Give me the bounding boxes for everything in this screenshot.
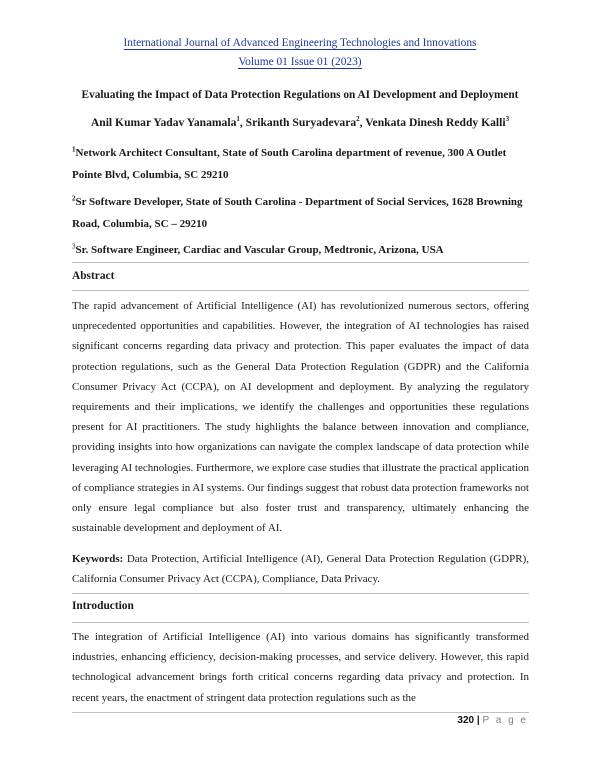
affiliation-superscript: 1 [72,145,76,154]
author-name: Anil Kumar Yadav Yanamala [90,116,237,129]
divider [72,290,529,291]
keywords-text: Data Protection, Artificial Intelligence (AI), General Data Protection Regulation (GDPR), California Consumer Privacy Act (CCPA), Compliance, Data Privacy. [72,553,529,586]
author-name: Venkata Dinesh Reddy Kalli [365,116,506,129]
introduction-heading: Introduction [72,600,134,612]
affiliation-superscript: 3 [72,242,76,251]
page-separator: | [476,715,480,726]
journal-name[interactable]: International Journal of Advanced Engineering Technologies and Innovations [123,37,477,49]
journal-header [0,37,600,49]
abstract-text: The rapid advancement of Artificial Intelligence (AI) has revolutionized numerous sectors, offering unprecedented opportunities and capabilities. However, the integration of AI technologies has raised significant concerns regarding data privacy and protection. This paper evaluates the impact of data protection regulations, such as the General Data Protection Regulation (GDPR) and the California Consumer Privacy Act (CCPA), on AI development and deployment. By analyzing the regulatory requirements and their implications, we identify the challenges and opportunities these regulations present for AI practitioners. The study highlights the balance between innovation and compliance, providing insights into how organizations can navigate the complex landscape of data protection while leveraging AI technologies. Furthermore, we explore case studies that illustrate the practical application of compliance strategies in AI systems. Our findings suggest that robust data protection frameworks not only ensure legal compliance but also foster trust and transparency, ultimately enhancing the sustainable development and deployment of AI. [72,300,529,535]
affiliation-1 [72,142,532,186]
abstract-heading: Abstract [72,270,115,282]
paper-title: Evaluating the Impact of Data Protection Regulations on AI Development and Deployment [81,89,519,101]
page-label: P a g e [482,715,528,726]
affiliation-superscript: 2 [72,194,76,203]
volume-header [0,56,600,68]
page-number: 320 [457,715,475,726]
introduction-text: The integration of Artificial Intelligence (AI) into various domains has significantly transformed industries, enhancing efficiency, decision-making processes, and service delivery. However, this rapid technological advancement brings forth critical concerns regarding data privacy and protection. In recent years, the enactment of stringent data protection regulations such as the [72,631,529,704]
page-footer [457,715,528,726]
author-name: Srikanth Suryadevara [245,116,357,129]
affiliation-2 [72,191,532,235]
author-superscript: 1 [236,115,240,124]
affiliation-text: Sr Software Developer, State of South Carolina - Department of Social Services, 1628 Browning Road, Columbia, SC – 29210 [72,196,523,230]
affiliation-text: Network Architect Consultant, State of South Carolina department of revenue, 300 A Outlet Pointe Blvd, Columbia, SC 29210 [72,147,507,181]
keywords-label: Keywords: [72,553,124,565]
divider [72,593,529,594]
footer-divider [72,712,529,713]
affiliation-3 [72,239,532,261]
divider [72,622,529,623]
volume-issue[interactable]: Volume 01 Issue 01 (2023) [238,56,362,68]
author-list: Anil Kumar Yadav Yanamala$^1$, Srikanth Suryadevara$^2$, Venkata Dinesh Reddy Kalli$^3$ [90,115,510,129]
divider [72,262,529,263]
affiliation-text: Sr. Software Engineer, Cardiac and Vascular Group, Medtronic, Arizona, USA [75,244,444,256]
author-superscript: 3 [505,115,510,124]
keywords [72,549,529,589]
author-superscript: 2 [356,115,360,124]
